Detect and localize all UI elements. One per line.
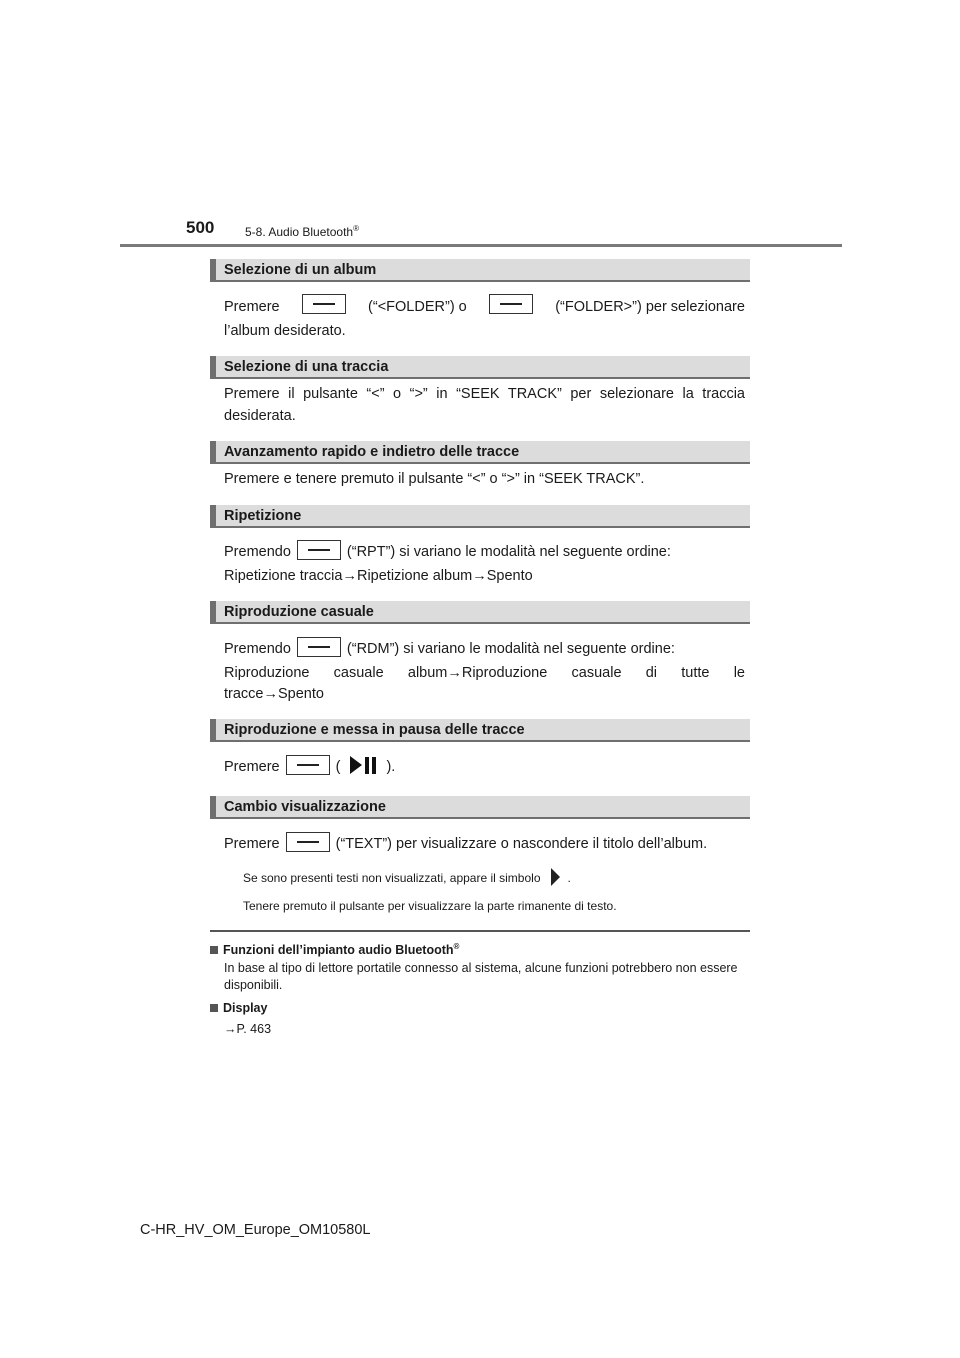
- repeat-sequence: Ripetizione traccia→Ripetizione album→Spento: [224, 568, 533, 584]
- playpause-text-b: (: [335, 759, 341, 775]
- random-seq-word: tutte: [681, 665, 710, 681]
- heading-repeat: Ripetizione: [210, 505, 750, 528]
- text-button[interactable]: [286, 832, 330, 852]
- album-text-c: (“FOLDER>”) per selezionare: [555, 299, 745, 315]
- random-text-b: (“RDM”) si variano le modalità nel seguente ordine:: [346, 641, 675, 657]
- track-line-2: desiderata.: [224, 408, 296, 424]
- heading-random: Riproduzione casuale: [210, 601, 750, 624]
- heading-display: Cambio visualizzazione: [210, 796, 750, 819]
- play-pause-icon: [350, 756, 376, 774]
- footer-doc-id: C-HR_HV_OM_Europe_OM10580L: [140, 1222, 371, 1238]
- section-label-text: 5-8. Audio Bluetooth: [245, 225, 354, 239]
- album-line-2: l’album desiderato.: [224, 323, 346, 339]
- album-line-1: [224, 296, 745, 318]
- heading-album: Selezione di un album: [210, 259, 750, 282]
- album-text-a: Premere: [224, 299, 280, 315]
- display-line: [224, 833, 745, 855]
- heading-seek: Avanzamento rapido e indietro delle tracce: [210, 441, 750, 464]
- random-sequence-line-1: [224, 662, 745, 684]
- rpt-button[interactable]: [297, 540, 341, 560]
- registered-mark: ®: [453, 942, 460, 951]
- repeat-text-a: Premendo: [224, 544, 291, 560]
- repeat-text-b: (“RPT”) si variano le modalità nel seguente ordine:: [346, 544, 671, 560]
- registered-mark: ®: [353, 224, 359, 233]
- note-functions-title-text: Funzioni dell’impianto audio Bluetooth: [223, 943, 454, 958]
- track-line-1: Premere il pulsante “<” o “>” in “SEEK TRACK” per selezionare la traccia: [224, 386, 745, 402]
- note-display-ref: →P. 463: [224, 1022, 272, 1036]
- random-seq-word: le: [733, 665, 745, 681]
- note-functions-title: [210, 939, 459, 958]
- heading-playpause: Riproduzione e messa in pausa delle tracce: [210, 719, 750, 742]
- random-seq-word: casuale: [571, 665, 622, 681]
- mid-rule: [210, 930, 750, 932]
- heading-track: Selezione di una traccia: [210, 356, 750, 379]
- square-bullet-icon: [210, 1004, 218, 1012]
- playpause-text-a: Premere: [224, 759, 280, 775]
- folder-next-button[interactable]: [489, 294, 533, 314]
- top-rule: [120, 244, 842, 247]
- random-seq-word: di: [645, 665, 658, 681]
- display-note-1-end: .: [567, 871, 571, 886]
- playpause-button[interactable]: [286, 755, 330, 775]
- playpause-line: [224, 756, 745, 778]
- section-label: [245, 224, 359, 239]
- display-note-1: [243, 870, 571, 888]
- random-seq-word: Riproduzione: [224, 665, 310, 681]
- folder-prev-button[interactable]: [302, 294, 346, 314]
- random-line-1: [224, 638, 745, 660]
- rdm-button[interactable]: [297, 637, 341, 657]
- display-note-2: Tenere premuto il pulsante per visualizzare la parte rimanente di testo.: [243, 899, 617, 913]
- random-seq-word: casuale: [333, 665, 384, 681]
- playpause-text-c: ).: [386, 759, 396, 775]
- note-display-title: [210, 1000, 267, 1016]
- note-functions-text: In base al tipo di lettore portatile connesso al sistema, alcune funzioni potrebbero non essere disponibili.: [224, 961, 738, 992]
- display-text-b: (“TEXT”) per visualizzare o nascondere il titolo dell’album.: [335, 836, 708, 852]
- more-text-arrow-icon: [551, 868, 560, 886]
- note-display-title-text: Display: [223, 1001, 268, 1015]
- repeat-line-1: [224, 541, 745, 563]
- seek-text: Premere e tenere premuto il pulsante “<” o “>” in “SEEK TRACK”.: [224, 471, 645, 487]
- album-text-b: (“<FOLDER”) o: [368, 299, 467, 315]
- random-seq-word: album→Riproduzione: [407, 665, 548, 681]
- display-text-a: Premere: [224, 836, 280, 852]
- square-bullet-icon: [210, 946, 218, 954]
- display-note-1-text: Se sono presenti testi non visualizzati, appare il simbolo: [243, 871, 541, 886]
- random-text-a: Premendo: [224, 641, 291, 657]
- random-sequence-line-2: tracce→Spento: [224, 686, 324, 702]
- page-number: 500: [186, 218, 215, 237]
